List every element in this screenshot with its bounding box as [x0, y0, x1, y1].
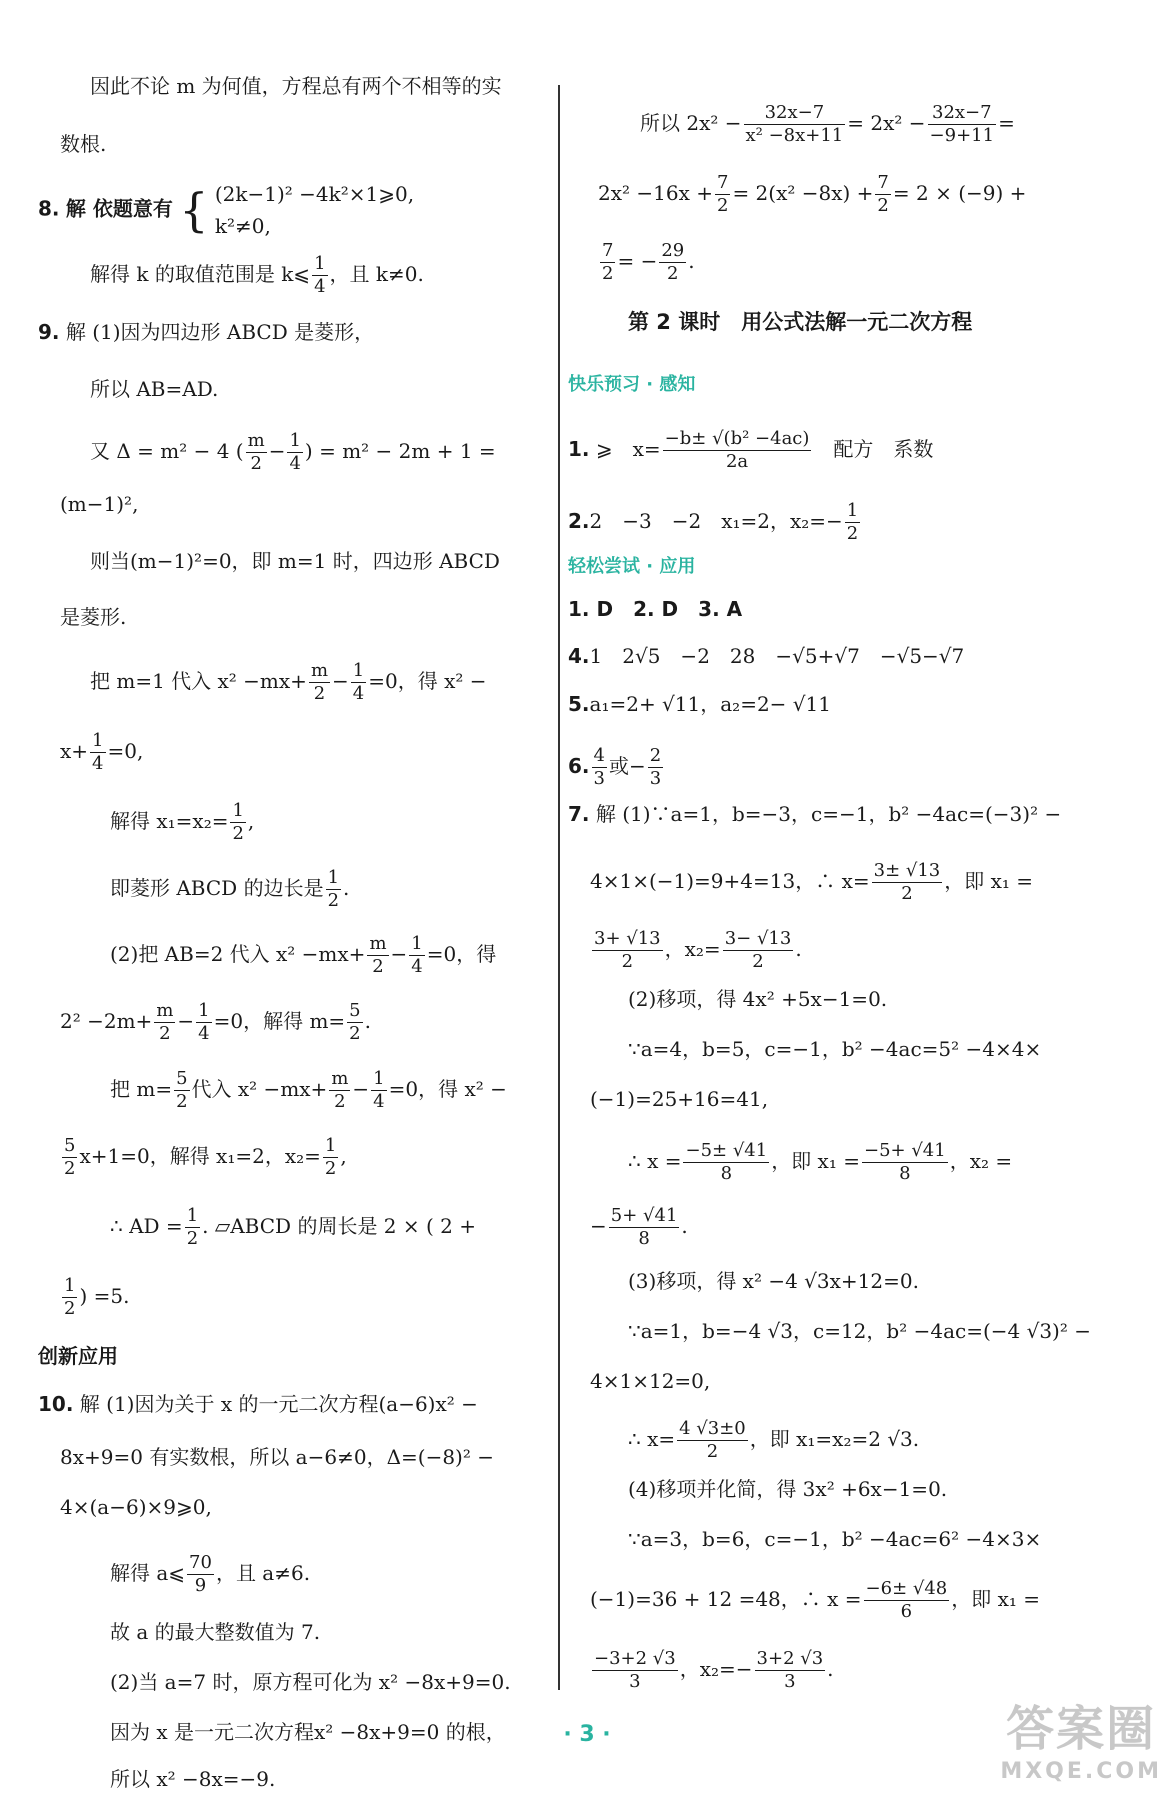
answer-6: 6. $\frac{4}{3}$ 或− $\frac{2}{3}$ [568, 745, 662, 789]
answer-1: 1. ⩾ x= $\frac{\text{−b± √(b² −4ac)}}{2a}$ 配方 系数 [568, 428, 934, 472]
page-number: · 3 · [563, 1722, 611, 1747]
answer-7: 7. 解 (1)∵a=1，b=−3，c=−1，b² −4ac=(−3)² − [568, 802, 1062, 826]
text-line: 解得 k 的取值范围是 k⩽ $\frac{1}{4}$ ，且 k≠0. [90, 253, 424, 297]
text-line: 把 m=1 代入 x² −mx+ $\frac{m}{2}$ − $\frac{1}{4}$ =0，得 x² − [90, 660, 487, 704]
text-line: $\frac{3+ √13}{2}$ ，x₂= $\frac{3- √13}{2}$ . [594, 928, 802, 972]
watermark-logo: 答案圈 MXQE.COM [1000, 1701, 1162, 1784]
text-line: 解得 a⩽ $\frac{70}{9}$ ，且 a≠6. [110, 1552, 311, 1596]
text-line: (2)当 a=7 时，原方程可化为 x² −8x+9=0. [110, 1670, 511, 1694]
text-line: 把 m= $\frac{5}{2}$ 代入 x² −mx+ $\frac{m}{2}$ − $\frac{1}{4}$ =0，得 x² − [110, 1068, 507, 1112]
text-line: $\frac{5}{2}$ x+1=0，解得 x₁=2，x₂= $\frac{1}{2}$ , [64, 1135, 347, 1179]
text-line: (−1)=36 + 12 =48，∴ x = $\frac{-6\pm √48}{6}$ ，即 x₁ = [590, 1578, 1041, 1622]
text-line: 故 a 的最大整数值为 7. [110, 1620, 321, 1644]
answer-1-3: 1. D 2. D 3. A [568, 597, 743, 621]
text-line: 4×1×(−1)=9+4=13，∴ x= $\frac{3\pm √13}{2}$ ，即 x₁ = [590, 860, 1034, 904]
column-divider [558, 85, 560, 1690]
lesson-title: 第 2 课时 用公式法解一元二次方程 [628, 310, 973, 334]
answer-2: 2.2 −3 −2 x₁=2，x₂=− $\frac{1}{2}$ [568, 500, 859, 544]
section-heading-practice: 轻松尝试 · 应用 [568, 556, 696, 577]
question-9: 9. 解 (1)因为四边形 ABCD 是菱形， [38, 320, 375, 344]
text-line: x+ $\frac{1}{4}$ =0, [60, 730, 144, 774]
section-title: 创新应用 [38, 1344, 118, 1368]
text-line: $\frac{1}{2}$ ) =5. [64, 1275, 130, 1319]
text-line: − $\frac{5+ √41}{8}$ . [590, 1205, 688, 1249]
text-line: ∵a=1，b=−4 √3，c=12，b² −4ac=(−4 √3)² − [628, 1319, 1091, 1343]
text-line: (m−1)², [60, 492, 139, 516]
answer-4: 4.1 2√5 −2 28 −√5+√7 −√5−√7 [568, 644, 965, 668]
text-line: (2)把 AB=2 代入 x² −mx+ $\frac{m}{2}$ − $\frac{1}{4}$ =0，得 [110, 933, 497, 977]
text-line: $\frac{7}{2}$ = − $\frac{29}{2}$ . [602, 240, 695, 284]
text-line: 即菱形 ABCD 的边长是 $\frac{1}{2}$ . [110, 867, 350, 911]
text-line: 2x² −16x + $\frac{7}{2}$ = 2(x² −8x) + $\frac{7}{2}$ = 2 × (−9) + [598, 172, 1027, 216]
text-line: 解得 x₁=x₂= $\frac{1}{2}$ , [110, 800, 255, 844]
text-line: 所以 2x² − $\frac{32x-7}{\text{x² −8x+11}}$ = 2x² − $\frac{32x-7}{-9+11}$ = [640, 102, 1015, 146]
text-line: 8x+9=0 有实数根，所以 a−6≠0，Δ=(−8)² − [60, 1445, 494, 1469]
text-line: 数根. [60, 132, 107, 156]
text-line: 因此不论 m 为何值，方程总有两个不相等的实 [90, 74, 502, 98]
question-10: 10. 解 (1)因为关于 x 的一元二次方程(a−6)x² − [38, 1392, 478, 1416]
text-line: ∴ x= $\frac{4 √3\pm 0}{2}$ ，即 x₁=x₂=2 √3. [628, 1418, 920, 1462]
text-line: 是菱形. [60, 605, 127, 629]
text-line: 2² −2m+ $\frac{m}{2}$ − $\frac{1}{4}$ =0，解得 m= $\frac{5}{2}$ . [60, 1000, 371, 1044]
text-line: (−1)=25+16=41, [590, 1087, 769, 1111]
text-line: (4)移项并化简，得 3x² +6x−1=0. [628, 1477, 948, 1501]
text-line: 所以 x² −8x=−9. [110, 1767, 276, 1791]
text-line: 4×(a−6)×9⩾0, [60, 1495, 212, 1519]
text-line: ∵a=3，b=6，c=−1，b² −4ac=6² −4×3× [628, 1527, 1042, 1551]
text-line: (2)移项，得 4x² +5x−1=0. [628, 987, 888, 1011]
text-line: 又 Δ = m² − 4 ( $\frac{m}{2}$ − $\frac{1}{4}$ ) = m² − 2m + 1 = [90, 430, 496, 474]
text-line: 4×1×12=0, [590, 1369, 711, 1393]
text-line: ∴ AD = $\frac{1}{2}$ . ▱ABCD 的周长是 2 × ( 2 + [110, 1205, 476, 1249]
text-line: 所以 AB=AD. [90, 377, 219, 401]
text-line: ∴ x = $\frac{-5\pm √41}{8}$ ，即 x₁ = $\frac{-5+ √41}{8}$ ，x₂ = [628, 1140, 1013, 1184]
text-line: 则当(m−1)²=0，即 m=1 时，四边形 ABCD [90, 549, 500, 573]
text-line: ∵a=4，b=5，c=−1，b² −4ac=5² −4×4× [628, 1037, 1042, 1061]
section-heading-preview: 快乐预习 · 感知 [568, 374, 696, 395]
answer-5: 5.a₁=2+ √11，a₂=2− √11 [568, 692, 831, 716]
text-line: 因为 x 是一元二次方程x² −8x+9=0 的根， [110, 1720, 506, 1744]
question-8: 8. 解 依题意有 { (2k−1)² −4k²×1⩾0, k²≠0, [38, 182, 415, 238]
text-line: $\frac{-3+2 √3}{3}$ ，x₂=− $\frac{3+2 √3}{3}$ . [594, 1648, 834, 1692]
text-line: (3)移项，得 x² −4 √3x+12=0. [628, 1269, 919, 1293]
